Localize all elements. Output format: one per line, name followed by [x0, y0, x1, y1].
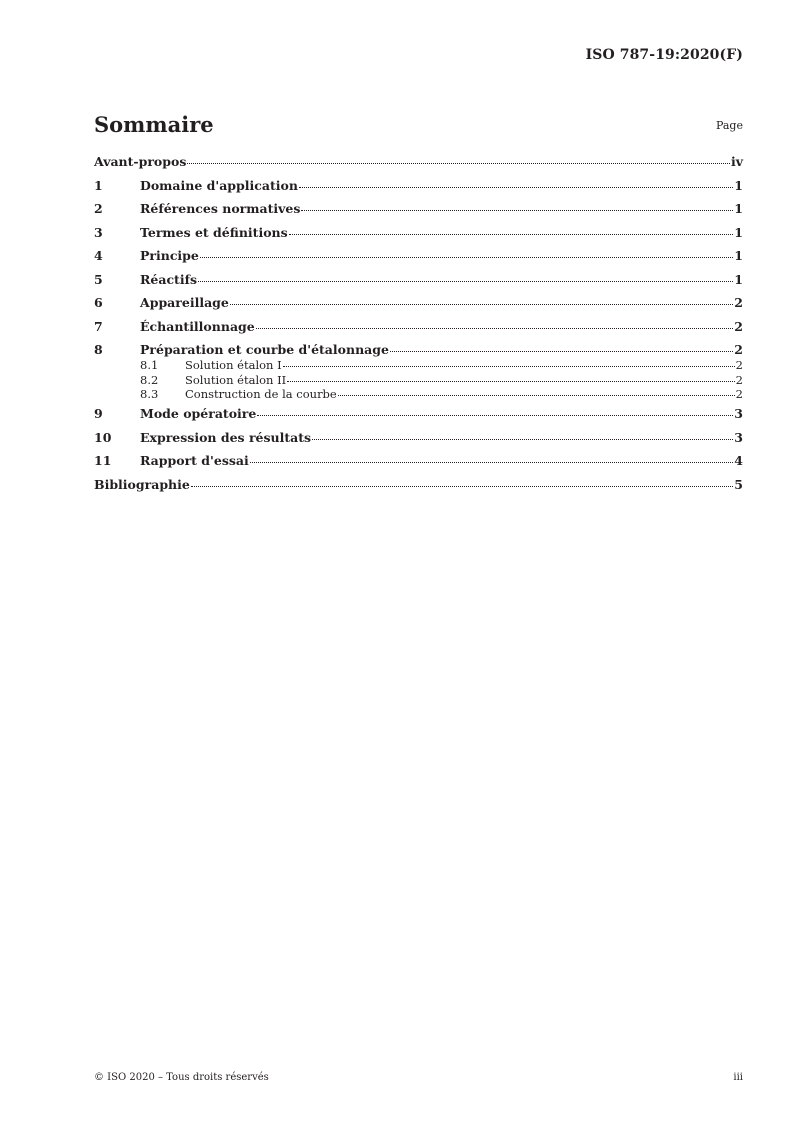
toc-entry-number: 3 — [94, 224, 103, 240]
toc-entry-page: 3 — [734, 429, 743, 445]
dot-leader — [312, 439, 733, 440]
toc-entry-title: Principe — [140, 248, 199, 263]
toc-subentry-title: Solution étalon II — [185, 372, 287, 387]
toc-entry-title: Rapport d'essai — [140, 453, 249, 468]
dot-leader — [191, 486, 733, 487]
toc-entry-number: 5 — [94, 271, 103, 287]
toc-entry-bibliographie[interactable] — [94, 477, 743, 501]
toc-entry-title: Bibliographie — [94, 476, 190, 492]
footer-copyright: © ISO 2020 – Tous droits réservés — [94, 1072, 269, 1083]
toc-entry-8[interactable] — [94, 342, 743, 358]
dot-leader — [289, 234, 734, 235]
toc-entry-page: 1 — [734, 224, 743, 240]
toc-entry-number: 7 — [94, 318, 103, 334]
toc-subentry-number: 8.3 — [140, 387, 159, 401]
toc-subentry-page: 2 — [735, 387, 743, 401]
dot-leader — [287, 381, 734, 382]
toc-entry-title: Réactifs — [140, 271, 197, 287]
dot-leader — [250, 462, 734, 463]
toc-entry-page: 4 — [734, 453, 743, 468]
dot-leader — [390, 351, 733, 352]
dot-leader — [301, 210, 733, 211]
toc-subentry-number: 8.2 — [140, 372, 159, 387]
toc-entry-title: Domaine d'application — [140, 177, 298, 193]
dot-leader — [198, 281, 733, 282]
dot-leader — [299, 187, 733, 188]
table-of-contents — [94, 154, 743, 500]
toc-entry-6[interactable] — [94, 295, 743, 319]
toc-subentry-8-2[interactable] — [94, 373, 743, 388]
toc-entry-page: 1 — [734, 201, 743, 216]
toc-entry-7[interactable] — [94, 319, 743, 343]
toc-subentry-page: 2 — [735, 358, 743, 372]
toc-entry-10[interactable] — [94, 430, 743, 454]
toc-entry-title: Préparation et courbe d'étalonnage — [140, 342, 389, 357]
toc-entry-title: Avant-propos — [94, 154, 187, 169]
toc-entry-page: 1 — [734, 248, 743, 263]
toc-entry-number: 10 — [94, 429, 112, 445]
toc-entry-1[interactable] — [94, 178, 743, 202]
toc-header — [94, 112, 743, 142]
toc-entry-3[interactable] — [94, 225, 743, 249]
toc-entry-number: 2 — [94, 201, 103, 216]
toc-entry-page: 2 — [734, 318, 743, 334]
toc-entry-number: 1 — [94, 177, 103, 193]
toc-entry-11[interactable] — [94, 453, 743, 477]
toc-entry-page: iv — [730, 154, 743, 169]
toc-entry-number: 9 — [94, 406, 103, 421]
toc-entry-page: 1 — [734, 177, 743, 193]
toc-entry-2[interactable] — [94, 201, 743, 225]
dot-leader — [256, 328, 734, 329]
dot-leader — [257, 415, 733, 416]
toc-entry-title: Échantillonnage — [140, 318, 255, 334]
dot-leader — [283, 366, 735, 367]
toc-subentry-number: 8.1 — [140, 358, 159, 372]
page-column-label: Page — [715, 119, 743, 132]
toc-entry-number: 4 — [94, 248, 103, 263]
toc-entry-page: 2 — [734, 342, 743, 357]
toc-entry-title: Expression des résultats — [140, 429, 312, 445]
toc-subentry-page: 2 — [735, 372, 743, 387]
toc-title: Sommaire — [94, 112, 214, 137]
dot-leader — [200, 257, 733, 258]
toc-entry-title: Mode opératoire — [140, 406, 257, 421]
toc-entry-5[interactable] — [94, 272, 743, 296]
toc-entry-title: Références normatives — [140, 201, 301, 216]
dot-leader — [338, 395, 735, 396]
dot-leader — [230, 304, 733, 305]
toc-entry-number: 6 — [94, 295, 103, 310]
toc-entry-page: 3 — [734, 406, 743, 421]
toc-subentry-title: Construction de la courbe — [185, 387, 337, 401]
toc-entry-title: Appareillage — [140, 295, 229, 310]
toc-entry-page: 2 — [734, 295, 743, 310]
toc-entry-number: 8 — [94, 342, 103, 357]
footer-page-number: iii — [733, 1072, 743, 1083]
document-id: ISO 787-19:2020(F) — [585, 47, 743, 63]
toc-subentry-8-1[interactable] — [94, 358, 743, 373]
toc-entry-9[interactable] — [94, 406, 743, 430]
toc-entry-page: 5 — [734, 476, 743, 492]
toc-subentry-title: Solution étalon I — [185, 358, 282, 372]
toc-subentry-8-3[interactable] — [94, 387, 743, 406]
dot-leader — [187, 163, 730, 164]
toc-entry-page: 1 — [734, 271, 743, 287]
toc-entry-avant-propos[interactable] — [94, 154, 743, 178]
toc-entry-title: Termes et définitions — [140, 224, 288, 240]
toc-entry-4[interactable] — [94, 248, 743, 272]
toc-entry-number: 11 — [94, 453, 112, 468]
